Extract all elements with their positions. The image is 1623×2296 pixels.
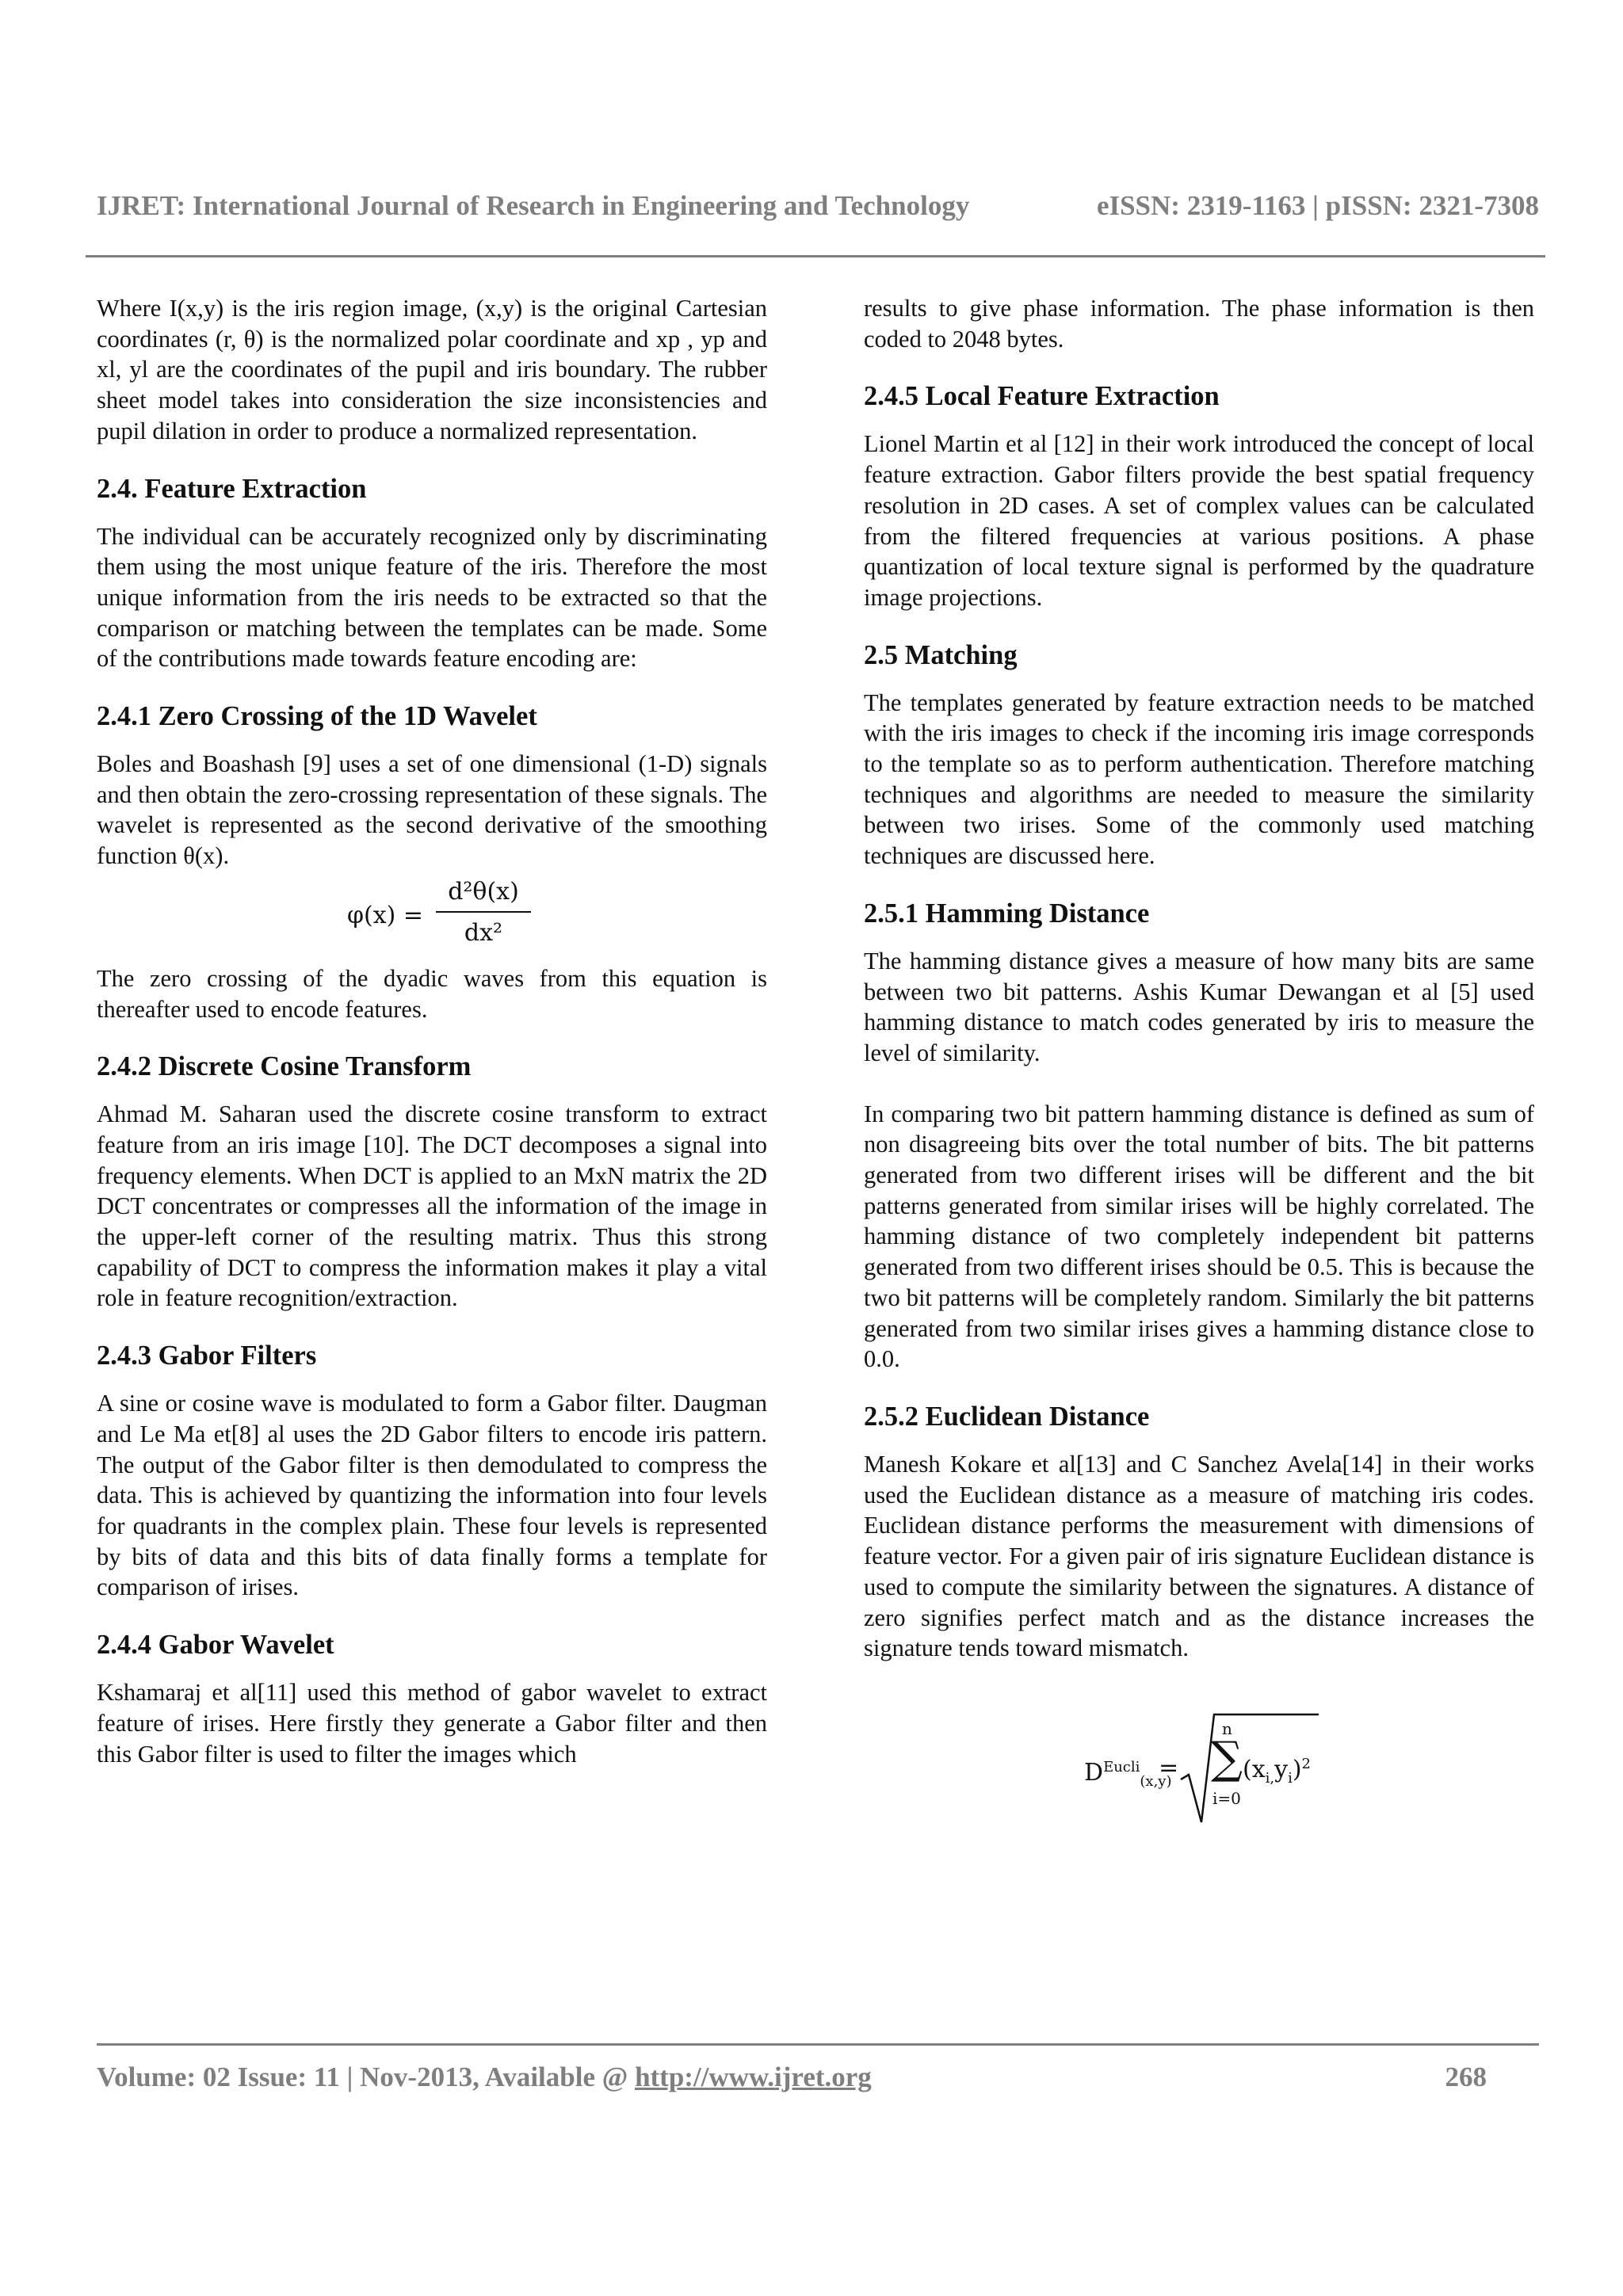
heading-dct: 2.4.2 Discrete Cosine Transform xyxy=(97,1051,472,1082)
paragraph-matching: The templates generated by feature extraction needs to be matched with the iris images to check if the incoming iris image corresponds to the template so as to perform authentication. Therefore matching techniques and algorithms are needed to measure the similarity between two irises. Some of the commonly used matching techniques are discussed here. xyxy=(864,688,1534,870)
running-footer xyxy=(97,2061,1487,2093)
heading-gabor-wavelet: 2.4.4 Gabor Wavelet xyxy=(97,1630,334,1661)
paragraph-hamming-2: In comparing two bit pattern hamming distance is defined as sum of non disagreeing bits over the total number of bits. The bit patterns generated from two different irises will be different and the bit patterns generated from similar irises will be highly correlated. The hamming distance of two completely independent bit patterns generated from two different irises should be 0.5. This is because the two bit patterns will be completely random. Similarly the bit patterns generated from two similar irises gives a hamming distance close to 0.0. xyxy=(864,1100,1534,1373)
heading-hamming: 2.5.1 Hamming Distance xyxy=(864,898,1150,929)
running-header xyxy=(97,190,1539,222)
journal-title: IJRET: International Journal of Research in Engineering and Technology xyxy=(97,190,970,221)
heading-feature-extraction: 2.4. Feature Extraction xyxy=(97,473,367,504)
heading-local-feature: 2.4.5 Local Feature Extraction xyxy=(864,381,1220,412)
heading-matching: 2.5 Matching xyxy=(864,639,1018,670)
equation-wavelet xyxy=(97,871,767,963)
paragraph-continued: results to give phase information. The phase information is then coded to 2048 bytes. xyxy=(864,295,1534,353)
paragraph-local-feature: Lionel Martin et al [12] in their work introduced the concept of local feature extraction. Gabor filters provide the best spatial frequency resolution in 2D cases. A set of complex values can be calculated from the filtered frequencies at various positions. A phase quantization of local texture signal is performed by the quadrature image projections. xyxy=(864,430,1534,611)
paragraph-euclidean: Manesh Kokare et al[13] and C Sanchez Avela[14] in their works used the Euclidean distance as a measure of matching iris codes. Euclidean distance performs the measurement with dimensions of feature vector. For a given pair of iris signature Euclidean distance is used to compute the similarity between the signatures. A distance of zero signifies perfect match and as the distance increases the signature tends toward mismatch. xyxy=(864,1450,1534,1662)
eq2-equals: = xyxy=(1159,1753,1179,1782)
eq2-upper-limit: n xyxy=(1222,1718,1232,1738)
paragraph-gabor-filters: A sine or cosine wave is modulated to form a Gabor filter. Daugman and Le Ma et[8] al uses the 2D Gabor filters to encode iris pattern. The output of the Gabor filter is then demodulated to compress the data. This is achieved by quantizing the information into four levels for quadrants in the complex plain. These four levels is represented by bits of data and this bits of data finally forms a template for comparison of irises. xyxy=(97,1390,767,1601)
eq1-denominator: dx² xyxy=(464,918,503,947)
paragraph-gabor-wavelet: Kshamaraj et al[11] used this method of gabor wavelet to extract feature of irises. Here firstly they generate a Gabor filter and then this Gabor filter is used to filter the images which xyxy=(97,1679,767,1768)
page-number: 268 xyxy=(1445,2061,1487,2092)
paragraph-hamming-1: The hamming distance gives a measure of how many bits are same between two bit patterns. Ashis Kumar Dewangan et al [5] used hamming distance to match codes generated by iris to measure the level of similarity. xyxy=(864,947,1534,1066)
eq2-d: $D^{Eucli}_{(x,y)}$ xyxy=(1084,1758,1172,1790)
paragraph-feature-extraction: The individual can be accurately recognized only by discriminating them using the most unique feature of the iris. Therefore the most unique information from the iris needs to be extracted so that the comparison or matching between the templates can be made. Some of the contributions made towards feature encoding are: xyxy=(97,522,767,673)
issn: eISSN: 2319-1163 | pISSN: 2321-7308 xyxy=(1096,190,1539,221)
journal-link[interactable]: http://www.ijret.org xyxy=(635,2061,872,2092)
paragraph-zero-crossing: Boles and Boashash [9] uses a set of one dimensional (1-D) signals and then obtain the zero-crossing representation of these signals. The wavelet is represented as the second derivative of the smoothing function θ(x). xyxy=(97,750,767,870)
eq1-numerator: d²θ(x) xyxy=(448,877,519,906)
eq1-fraction-bar xyxy=(436,911,531,913)
eq2-lower-limit: i=0 xyxy=(1212,1788,1241,1808)
heading-gabor-filters: 2.4.3 Gabor Filters xyxy=(97,1341,317,1371)
eq2-summand: $(x_{i,}y_i)^2$ xyxy=(1243,1755,1311,1787)
paragraph-zero-crossing-2: The zero crossing of the dyadic waves from this equation is thereafter used to encode features. xyxy=(97,964,767,1023)
footer-rule xyxy=(97,2043,1539,2046)
sigma-symbol: ∑ xyxy=(1211,1732,1243,1784)
footer-volume: Volume: 02 Issue: 11 | Nov-2013, Available @ http://www.ijret.org xyxy=(97,2061,872,2092)
equation-euclidean xyxy=(864,1703,1534,1830)
eq1-lhs: φ(x) = xyxy=(347,901,424,929)
right-column xyxy=(864,293,1534,1830)
left-column xyxy=(97,293,767,1769)
heading-zero-crossing: 2.4.1 Zero Crossing of the 1D Wavelet xyxy=(97,701,537,732)
paragraph-intro: Where I(x,y) is the iris region image, (x,y) is the original Cartesian coordinates (r, θ) is the normalized polar coordinate and xp , yp and xl, yl are the coordinates of the pupil and iris boundary. The rubber sheet model takes into consideration the size inconsistencies and pupil dilation in order to produce a normalized representation. xyxy=(97,295,767,444)
header-rule xyxy=(86,255,1545,257)
paragraph-dct: Ahmad M. Saharan used the discrete cosine transform to extract feature from an iris image [10]. The DCT decomposes a signal into frequency elements. When DCT is applied to an MxN matrix the 2D DCT concentrates or compresses all the information of the image in the upper-left corner of the resulting matrix. Thus this strong capability of DCT to compress the information makes it play a vital role in feature recognition/extraction. xyxy=(97,1100,767,1312)
heading-euclidean: 2.5.2 Euclidean Distance xyxy=(864,1401,1150,1432)
